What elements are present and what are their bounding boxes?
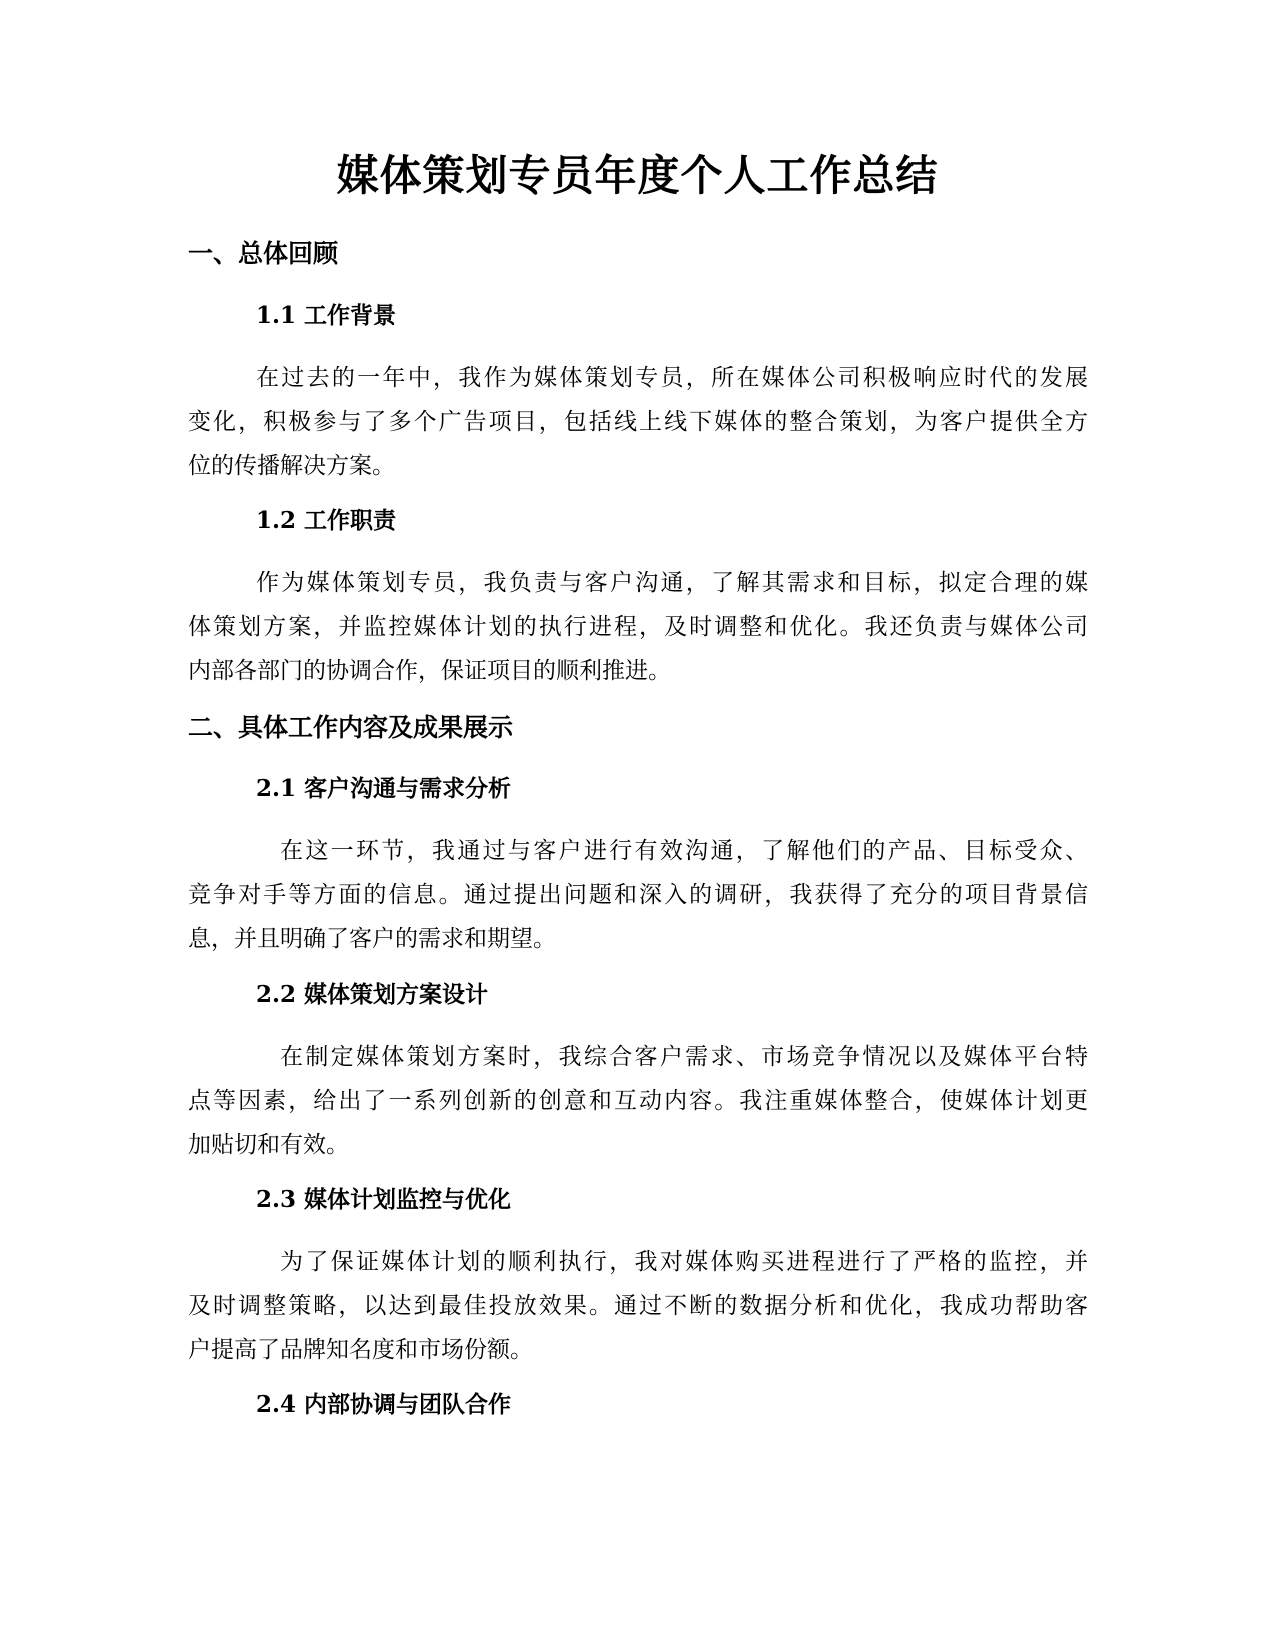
- paragraph-line: 及时调整策略，以达到最佳投放效果。通过不断的数据分析和优化，我成功帮助客: [188, 1293, 1088, 1319]
- section-heading-2: 二、具体工作内容及成果展示: [188, 713, 514, 742]
- section-heading-1: 一、总体回顾: [188, 239, 339, 268]
- paragraph-line: 在制定媒体策划方案时，我综合客户需求、市场竞争情况以及媒体平台特: [280, 1044, 1088, 1070]
- paragraph-2-2: [188, 1035, 1088, 1167]
- subsection-heading-1-2: 1.2 工作职责: [256, 507, 397, 534]
- paragraph-line: 内部各部门的协调合作，保证项目的顺利推进。: [188, 658, 671, 684]
- document-title: 媒体策划专员年度个人工作总结: [336, 151, 939, 200]
- paragraph-line: 作为媒体策划专员，我负责与客户沟通，了解其需求和目标，拟定合理的媒: [256, 570, 1088, 596]
- paragraph-2-1: [188, 829, 1088, 961]
- paragraph-line: 加贴切和有效。: [188, 1132, 349, 1158]
- paragraph-line: 为了保证媒体计划的顺利执行，我对媒体购买进程进行了严格的监控，并: [280, 1249, 1088, 1275]
- paragraph-line: 在这一环节，我通过与客户进行有效沟通，了解他们的产品、目标受众、: [280, 838, 1088, 864]
- subsection-heading-1-1: 1.1 工作背景: [256, 302, 397, 329]
- subsection-heading-2-3: 2.3 媒体计划监控与优化: [256, 1186, 512, 1213]
- paragraph-line: 点等因素，给出了一系列创新的创意和互动内容。我注重媒体整合，使媒体计划更: [188, 1088, 1088, 1114]
- paragraph-line: 竞争对手等方面的信息。通过提出问题和深入的调研，我获得了充分的项目背景信: [188, 882, 1088, 908]
- paragraph-line: 在过去的一年中，我作为媒体策划专员，所在媒体公司积极响应时代的发展: [256, 365, 1088, 391]
- paragraph-line: 变化，积极参与了多个广告项目，包括线上线下媒体的整合策划，为客户提供全方: [188, 409, 1088, 435]
- paragraph-line: 位的传播解决方案。: [188, 453, 395, 479]
- paragraph-1-1: [188, 356, 1088, 488]
- paragraph-line: 体策划方案，并监控媒体计划的执行进程，及时调整和优化。我还负责与媒体公司: [188, 614, 1088, 640]
- paragraph-line: 息，并且明确了客户的需求和期望。: [188, 926, 556, 952]
- paragraph-2-3: [188, 1240, 1088, 1372]
- paragraph-1-2: [188, 561, 1088, 693]
- paragraph-line: 户提高了品牌知名度和市场份额。: [188, 1337, 533, 1363]
- subsection-heading-2-2: 2.2 媒体策划方案设计: [256, 981, 489, 1008]
- subsection-heading-2-4: 2.4 内部协调与团队合作: [256, 1391, 512, 1418]
- subsection-heading-2-1: 2.1 客户沟通与需求分析: [256, 775, 512, 802]
